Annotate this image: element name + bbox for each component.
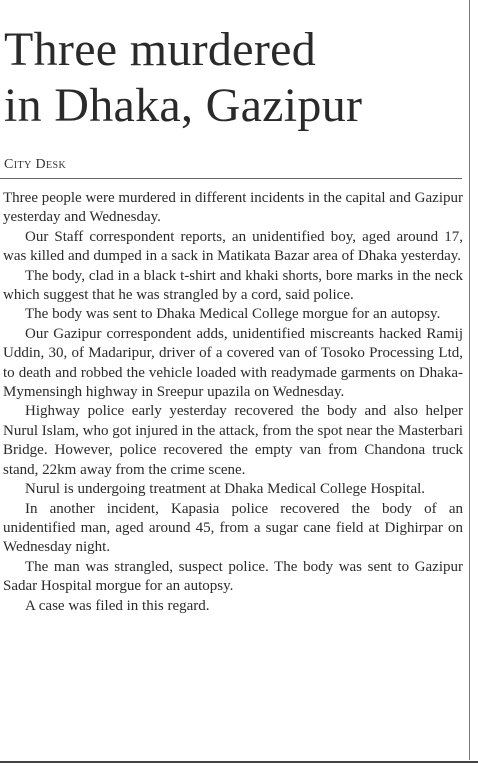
- headline-line-2: in Dhaka, Gazipur: [4, 79, 363, 132]
- paragraph: The body, clad in a black t-shirt and khaki shorts, bore marks in the neck which suggest that he was strangled by a cord, said police.: [3, 267, 463, 304]
- paragraph: Highway police early yesterday recovered the body and also helper Nurul Islam, who got injured in the attack, from the spot near the Masterbari Bridge. However, police recovered the empty van from Chandona truck stand, 22km away from the crime scene.: [3, 403, 463, 478]
- paragraph: Three people were murdered in different incidents in the capital and Gazipur yesterday and Wednesday.: [3, 190, 463, 226]
- paragraph: Our Gazipur correspondent adds, unidentified miscreants hacked Ramij Uddin, 30, of Madaripur, driver of a covered van of Tosoko Processing Ltd, to death and robbed the vehicle loaded with readymade garments on Dhaka-Mymensingh highway in Sreepur upazila on Wednesday.: [3, 325, 463, 401]
- paragraph: Our Staff correspondent reports, an unidentified boy, aged around 17, was killed and dumped in a sack in Matikata Bazar area of Dhaka yesterday.: [3, 228, 463, 265]
- column-divider: [469, 0, 470, 760]
- headline: [4, 22, 468, 134]
- paragraph: Nurul is undergoing treatment at Dhaka Medical College Hospital.: [25, 481, 426, 498]
- paragraph: In another incident, Kapasia police recovered the body of an unidentified man, aged around 45, from a sugar cane field at Dighirpar on Wednesday night.: [3, 500, 463, 556]
- paragraph: The body was sent to Dhaka Medical College morgue for an autopsy.: [25, 306, 441, 323]
- bottom-divider: [0, 761, 478, 763]
- article-body: [3, 189, 463, 616]
- headline-line-1: Three murdered: [4, 23, 317, 76]
- paragraph: A case was filed in this regard.: [25, 597, 210, 614]
- byline: City Desk: [4, 157, 67, 172]
- byline-divider: [0, 178, 462, 179]
- paragraph: The man was strangled, suspect police. The body was sent to Gazipur Sadar Hospital morgue for an autopsy.: [3, 558, 463, 595]
